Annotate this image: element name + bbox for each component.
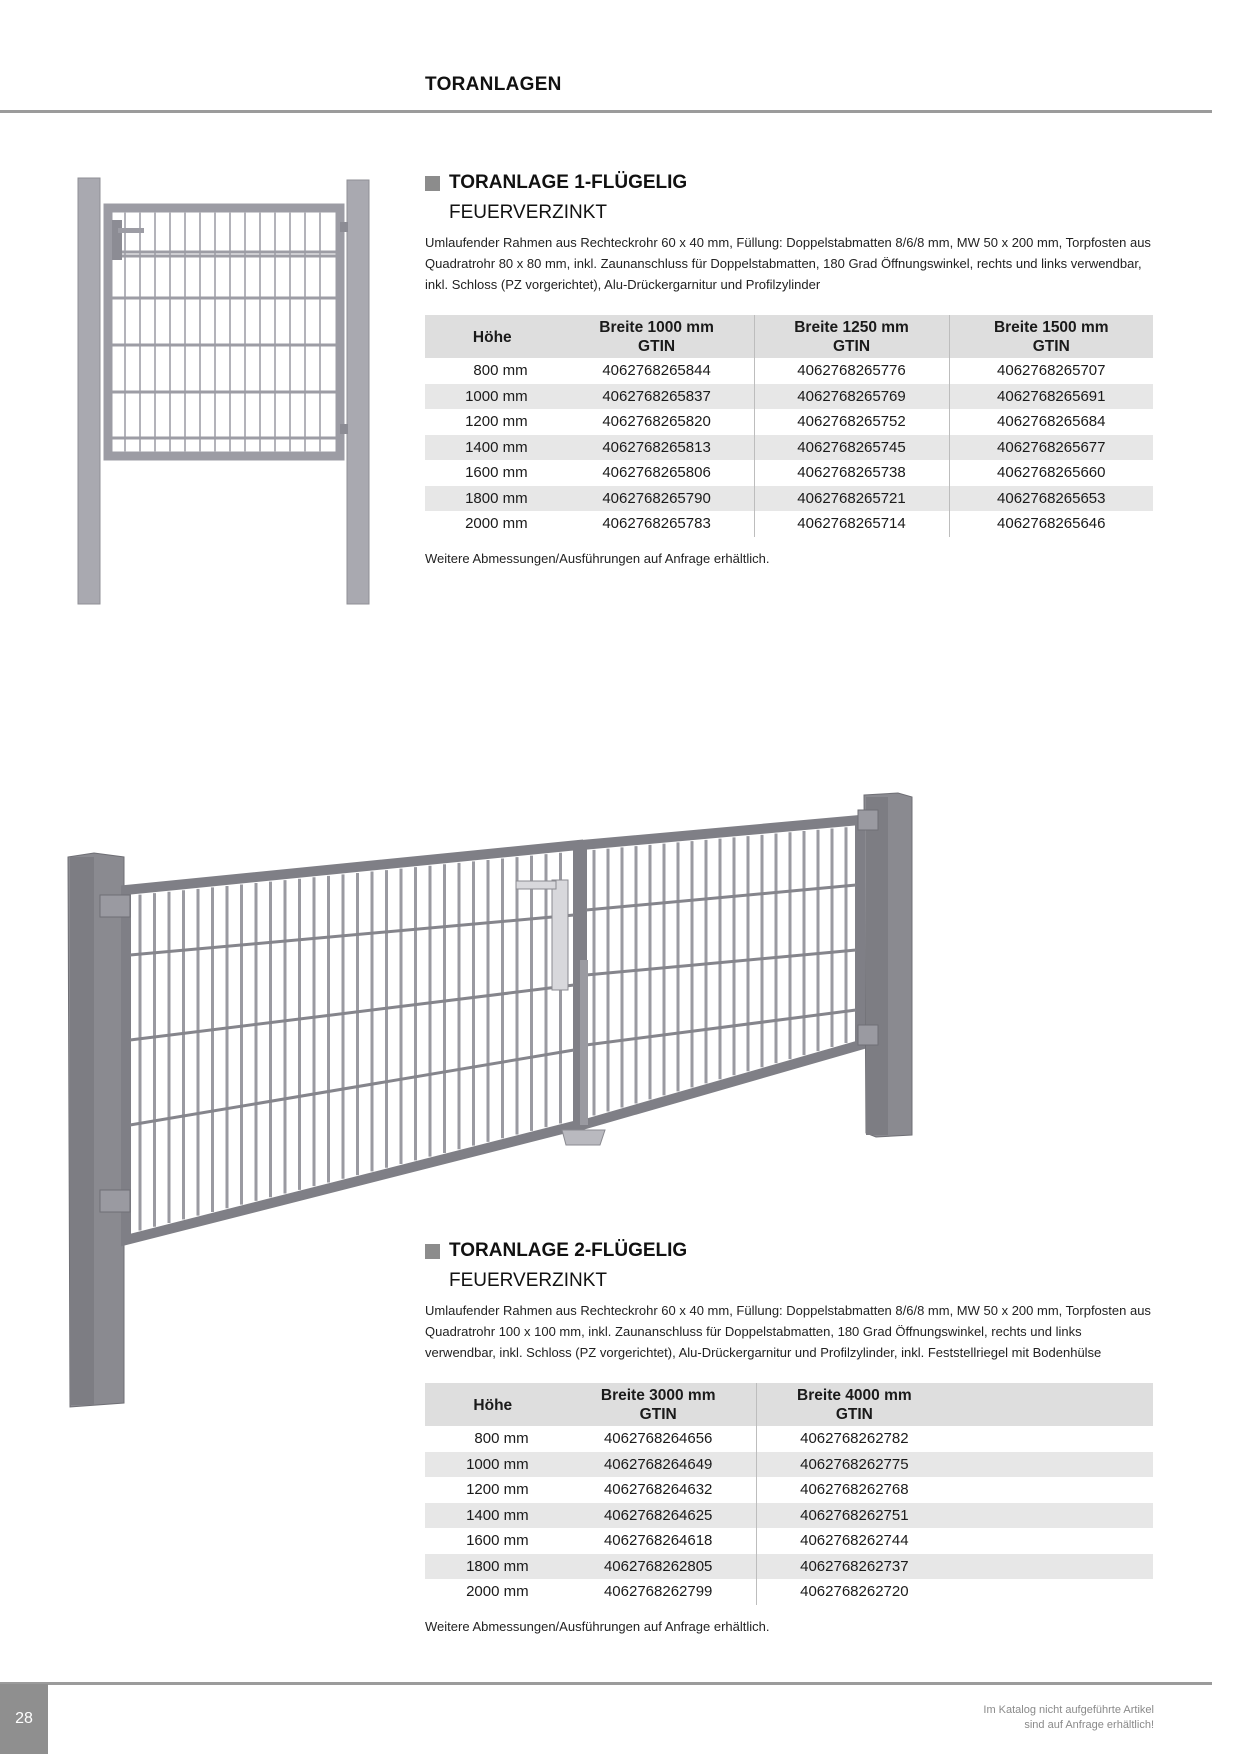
- cell-empty: [952, 1426, 1153, 1452]
- col-header-breite-3000: Breite 3000 mm GTIN: [561, 1383, 757, 1426]
- gate-1-fluegelig-photo: [60, 160, 390, 610]
- square-bullet-icon: [425, 176, 440, 191]
- cell-hoehe: 1800 mm: [425, 486, 560, 512]
- section2-note: Weitere Abmessungen/Ausführungen auf Anfrage erhältlich.: [425, 1618, 770, 1634]
- cell-hoehe: 1600 mm: [465, 464, 528, 482]
- cell-gtin: 4062768262720: [800, 1583, 909, 1601]
- section1-title: [425, 172, 1153, 194]
- section1-subtitle: FEUERVERZINKT: [449, 202, 608, 223]
- table-row: [425, 1503, 1153, 1529]
- cell-empty: [952, 1554, 1153, 1580]
- table-row: [425, 1426, 1153, 1452]
- table-header-row: [425, 1383, 1153, 1426]
- col-header-hoehe: Höhe: [425, 315, 560, 358]
- section1-note: Weitere Abmessungen/Ausführungen auf Anfrage erhältlich.: [425, 550, 770, 566]
- section2-title-text: TORANLAGE 2-FLÜGELIG: [449, 1240, 688, 1261]
- cell-hoehe: 1600 mm: [466, 1532, 529, 1550]
- cell-hoehe: 800 mm: [473, 362, 528, 380]
- cell-hoehe: 2000 mm: [466, 1583, 529, 1601]
- cell-gtin: 4062768264625: [561, 1503, 757, 1529]
- col-header-breite-1000: Breite 1000 mm GTIN: [560, 315, 754, 358]
- cell-gtin: 4062768265691: [949, 384, 1153, 410]
- table-row: [425, 1554, 1153, 1580]
- table-row: [425, 409, 1153, 435]
- page-number: 28: [0, 1684, 48, 1754]
- col-header-hoehe: Höhe: [425, 1383, 561, 1426]
- cell-empty: [952, 1477, 1153, 1503]
- cell-gtin: 4062768265653: [949, 486, 1153, 512]
- table-row: [425, 486, 1153, 512]
- section1-gtin-table: [425, 315, 1153, 537]
- cell-hoehe: 1000 mm: [425, 384, 560, 410]
- section2-gtin-table: [425, 1383, 1153, 1605]
- square-bullet-icon: [425, 1244, 440, 1259]
- cell-gtin: 4062768262805: [561, 1554, 757, 1580]
- cell-hoehe: 1800 mm: [425, 1554, 561, 1580]
- footer-note-line-2: sind auf Anfrage erhältlich!: [1024, 1719, 1154, 1731]
- cell-hoehe: 1000 mm: [425, 1452, 561, 1478]
- cell-hoehe: 1200 mm: [466, 1481, 529, 1499]
- cell-gtin: 4062768265738: [754, 460, 949, 486]
- cell-gtin: 4062768265813: [560, 435, 754, 461]
- table-row: [425, 1452, 1153, 1478]
- cell-gtin: 4062768264618: [561, 1528, 757, 1554]
- table-row: [425, 358, 1153, 384]
- cell-gtin: 4062768265806: [560, 460, 754, 486]
- cell-gtin: 4062768265837: [560, 384, 754, 410]
- cell-empty: [952, 1503, 1153, 1529]
- cell-gtin: 4062768265790: [560, 486, 754, 512]
- cell-gtin: 4062768262775: [756, 1452, 952, 1478]
- table-row: [425, 435, 1153, 461]
- cell-gtin: 4062768262751: [756, 1503, 952, 1529]
- cell-gtin: 4062768265707: [997, 362, 1106, 380]
- cell-gtin: 4062768265714: [754, 511, 949, 537]
- table-row: [425, 1528, 1153, 1554]
- cell-gtin: 4062768264632: [561, 1477, 757, 1503]
- cell-gtin: 4062768265820: [560, 409, 754, 435]
- cell-empty: [952, 1452, 1153, 1478]
- cell-gtin: 4062768265684: [997, 413, 1106, 431]
- section2-subtitle: FEUERVERZINKT: [449, 1270, 608, 1291]
- col-header-empty: [952, 1383, 1153, 1426]
- cell-hoehe: 800 mm: [474, 1430, 529, 1448]
- cell-gtin: 4062768262799: [561, 1579, 757, 1605]
- footer-note-line-1: Im Katalog nicht aufgeführte Artikel: [983, 1704, 1154, 1716]
- cell-gtin: 4062768262737: [756, 1554, 952, 1580]
- cell-hoehe: 1400 mm: [425, 435, 560, 461]
- header-divider: [0, 110, 1212, 113]
- cell-gtin: 4062768262768: [800, 1481, 909, 1499]
- section-toranlage-1-fluegelig: [425, 172, 1153, 566]
- section-toranlage-2-fluegelig: [425, 1240, 1153, 1634]
- col-header-breite-4000: Breite 4000 mm GTIN: [756, 1383, 952, 1426]
- section1-description: Umlaufender Rahmen aus Rechteckrohr 60 x 40 mm, Füllung: Doppelstabmatten 8/6/8 mm, MW 50 x 200 mm, Torpfosten aus Quadratrohr 80 x 80 mm, inkl. Zaunanschluss für Doppelstabmatten, 180 Grad Öffnungswinkel, rechts und links verwendbar, inkl. Schloss (PZ vorgerichtet), Alu-Drückergarnitur und Profilzylinder: [425, 235, 1151, 292]
- cell-gtin: 4062768265783: [560, 511, 754, 537]
- cell-gtin: 4062768265752: [754, 409, 949, 435]
- cell-gtin: 4062768262782: [800, 1430, 909, 1448]
- cell-gtin: 4062768262744: [800, 1532, 909, 1550]
- section2-description: Umlaufender Rahmen aus Rechteckrohr 60 x 40 mm, Füllung: Doppelstabmatten 8/6/8 mm, MW 50 x 200 mm, Torpfosten aus Quadratrohr 100 x 100 mm, inkl. Zaunanschluss für Doppelstabmatten, 180 Grad Öffnungswinkel, rechts und links verwendbar, inkl. Schloss (PZ vorgerichtet), Alu-Drückergarnitur und Profilzylinder, inkl. Feststellriegel mit Bodenhülse: [425, 1303, 1151, 1360]
- cell-gtin: 4062768265660: [997, 464, 1106, 482]
- table-row: [425, 1477, 1153, 1503]
- cell-gtin: 4062768265776: [754, 358, 949, 384]
- table-row: [425, 384, 1153, 410]
- cell-hoehe: 1200 mm: [465, 413, 528, 431]
- cell-gtin: 4062768265721: [754, 486, 949, 512]
- cell-empty: [952, 1579, 1153, 1605]
- footer-divider: [0, 1682, 1212, 1685]
- cell-gtin: 4062768265745: [754, 435, 949, 461]
- table-header-row: [425, 315, 1153, 358]
- cell-hoehe: 2000 mm: [465, 515, 528, 533]
- col-header-breite-1250: Breite 1250 mm GTIN: [754, 315, 949, 358]
- cell-gtin: 4062768265646: [997, 515, 1106, 533]
- cell-gtin: 4062768265844: [560, 358, 754, 384]
- cell-gtin: 4062768264656: [561, 1426, 757, 1452]
- cell-hoehe: 1400 mm: [425, 1503, 561, 1529]
- cell-gtin: 4062768264649: [561, 1452, 757, 1478]
- section2-title: [425, 1240, 1153, 1262]
- cell-gtin: 4062768265769: [754, 384, 949, 410]
- col-header-breite-1500: Breite 1500 mm GTIN: [949, 315, 1153, 358]
- page-header-title: TORANLAGEN: [425, 74, 562, 95]
- cell-gtin: 4062768265677: [949, 435, 1153, 461]
- table-row: [425, 1579, 1153, 1605]
- table-row: [425, 511, 1153, 537]
- footer-note: [983, 1703, 1154, 1733]
- section1-title-text: TORANLAGE 1-FLÜGELIG: [449, 172, 688, 193]
- table-row: [425, 460, 1153, 486]
- cell-empty: [952, 1528, 1153, 1554]
